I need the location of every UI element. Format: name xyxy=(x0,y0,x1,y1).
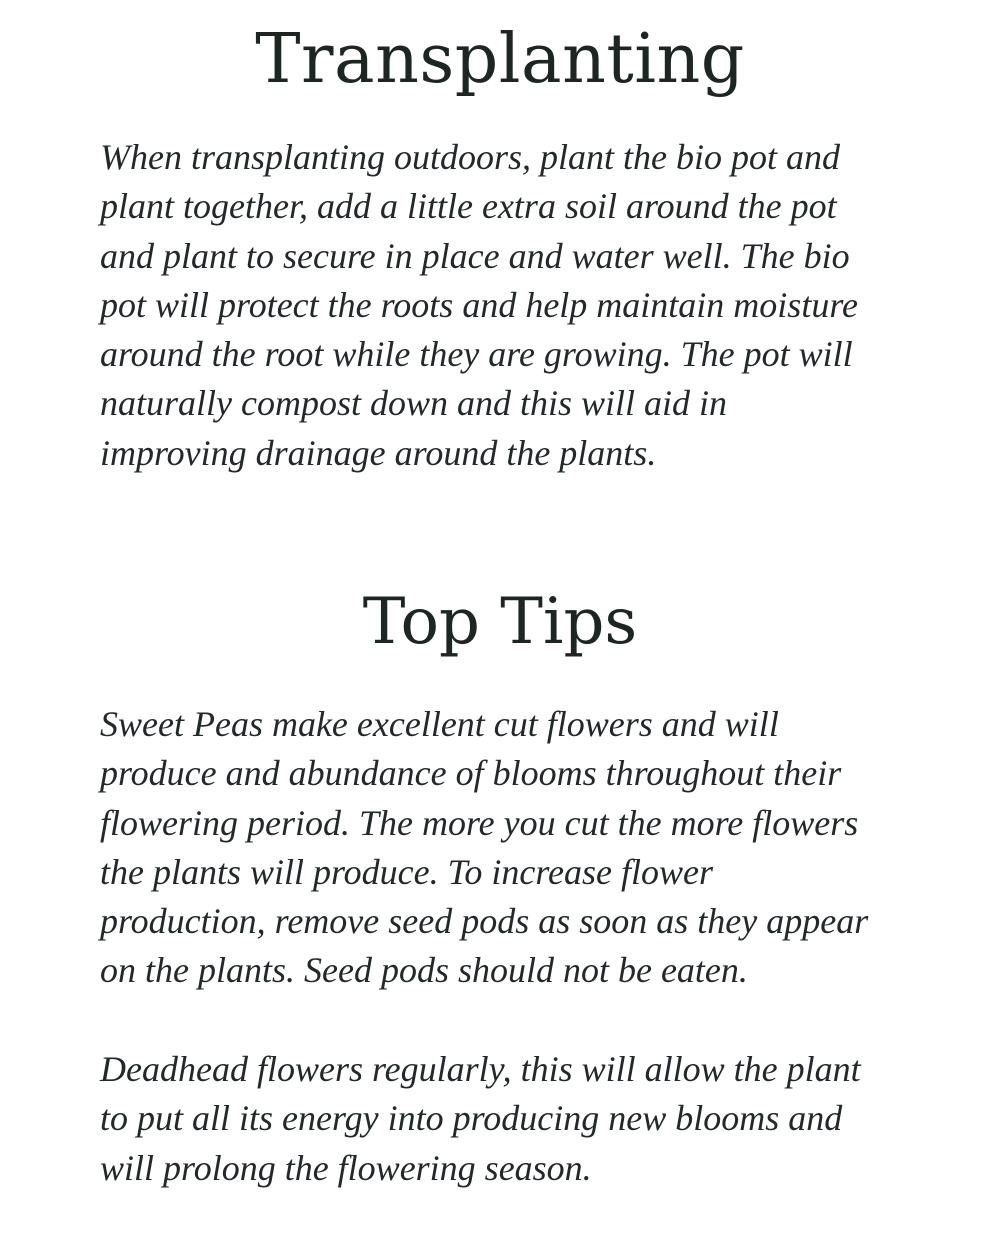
paragraph-line: on the plants. Seed pods should not be eaten. xyxy=(100,950,748,991)
paragraph-line: and plant to secure in place and water well. The bio xyxy=(100,235,850,276)
paragraph-line: Deadhead flowers regularly, this will allow the plant xyxy=(100,1049,861,1089)
transplanting-paragraph xyxy=(100,133,900,478)
paragraph-line: naturally compost down and this will aid in xyxy=(100,383,728,424)
paragraph-line: improving drainage around the plants. xyxy=(100,432,657,473)
paragraph-line: produce and abundance of blooms throughout their xyxy=(100,753,842,794)
top-tips-heading: Top Tips xyxy=(362,585,638,659)
paragraph-line: When transplanting outdoors, plant the bio pot and xyxy=(100,137,841,177)
paragraph-line: plant together, add a little extra soil around the pot xyxy=(100,186,837,227)
paragraph-line: flowering period. The more you cut the more flowers xyxy=(100,802,859,843)
paragraph-line: pot will protect the roots and help maintain moisture xyxy=(100,284,858,325)
paragraph-line: around the root while they are growing. The pot will xyxy=(100,334,853,375)
transplanting-heading: Transplanting xyxy=(255,20,745,99)
top-tips-paragraph-cut-flowers xyxy=(100,700,900,996)
paragraph-line: to put all its energy into producing new blooms and xyxy=(100,1098,843,1139)
paragraph-line: Sweet Peas make excellent cut flowers and will xyxy=(100,704,779,744)
top-tips-paragraph-deadhead xyxy=(100,1045,900,1193)
paragraph-line: the plants will produce. To increase flower xyxy=(100,851,713,892)
paragraph-line: production, remove seed pods as soon as they appear xyxy=(100,901,869,942)
paragraph-line: will prolong the flowering season. xyxy=(100,1147,592,1188)
